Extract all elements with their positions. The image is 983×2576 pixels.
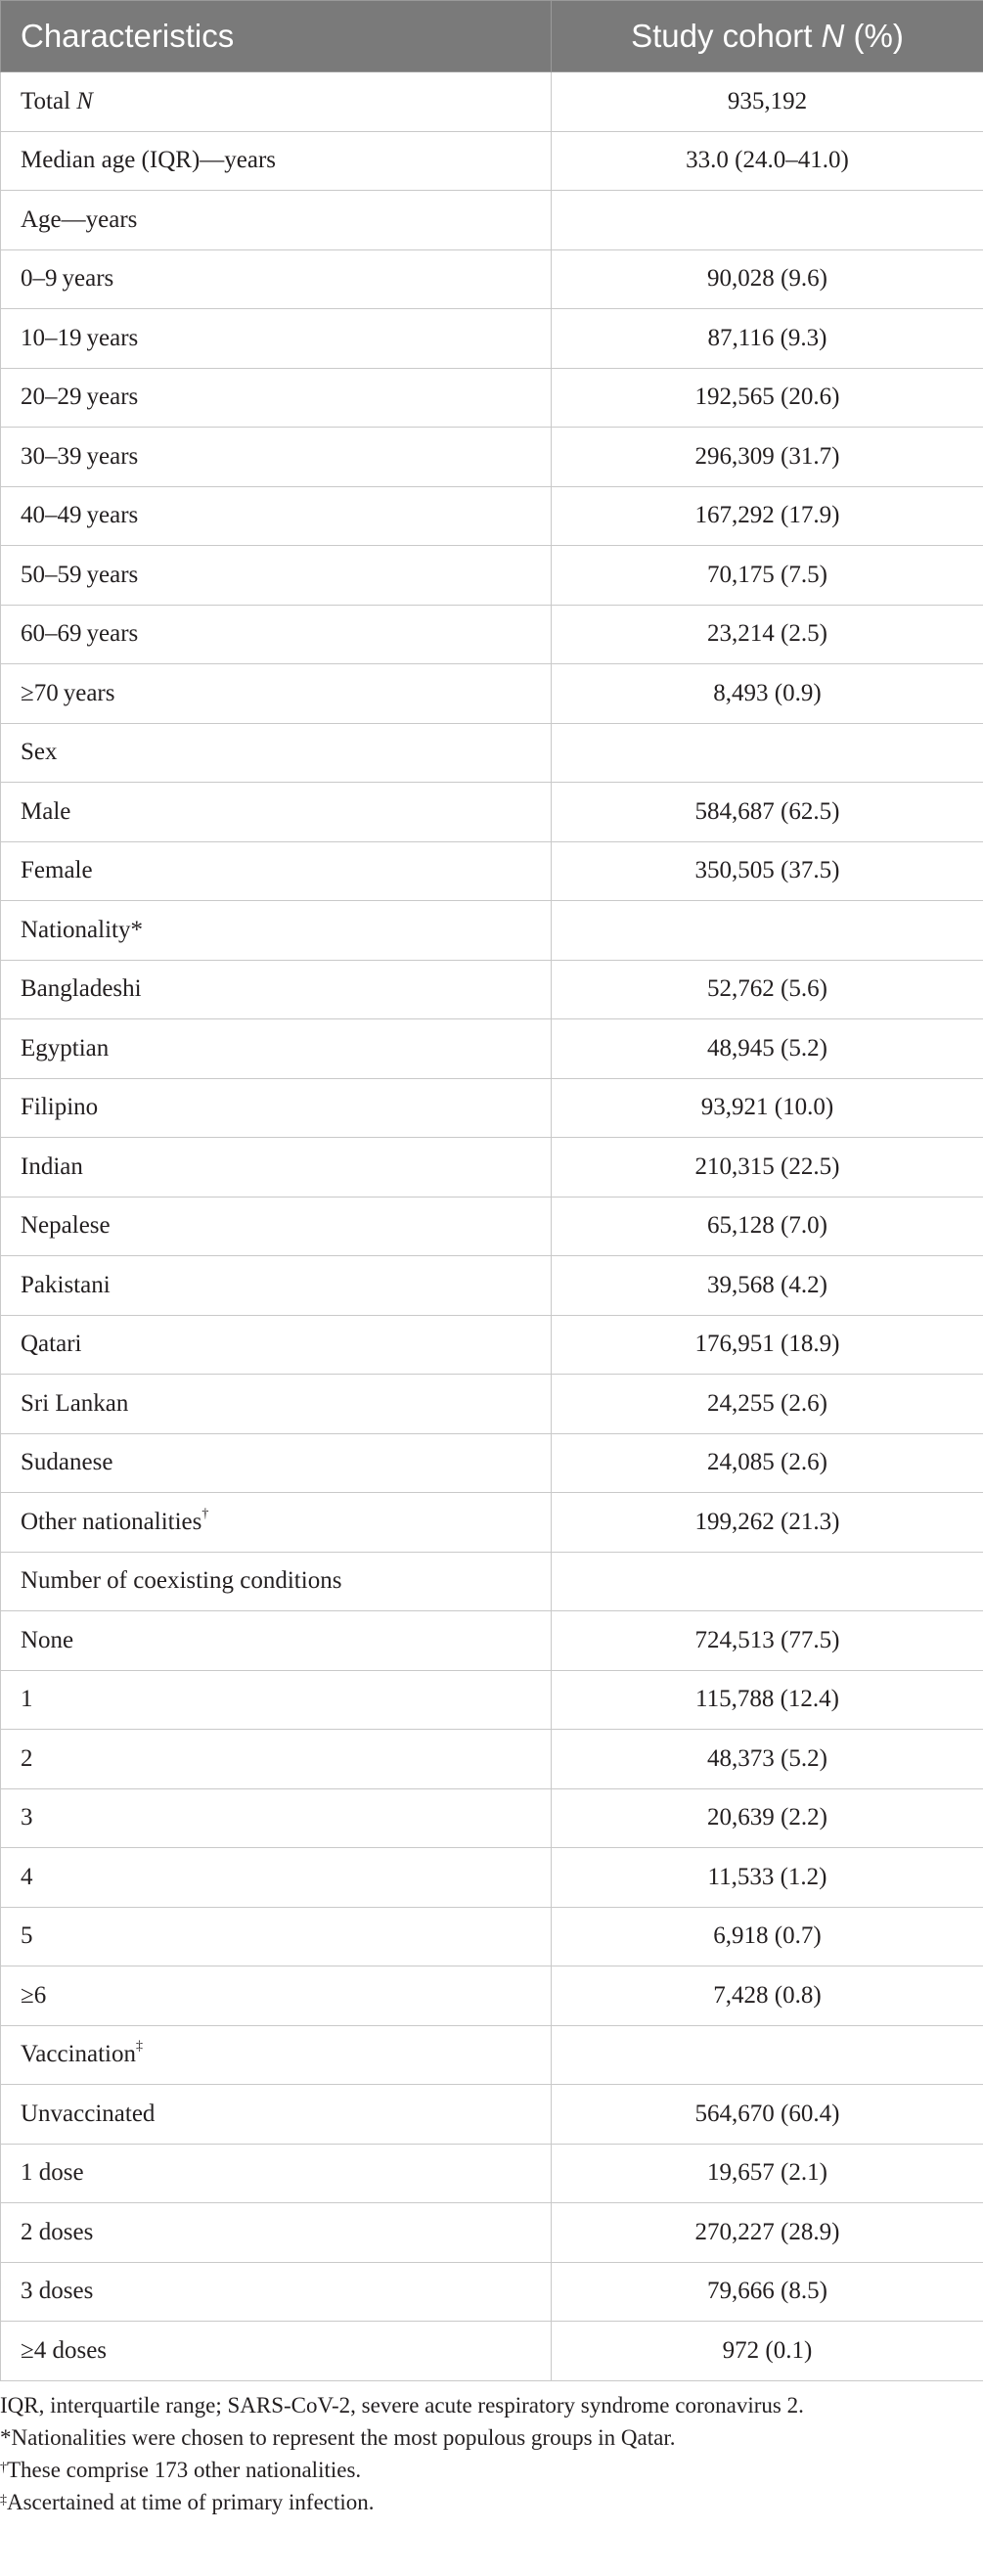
header-cohort-n: N — [821, 18, 845, 54]
table-row — [1, 1138, 983, 1198]
row-label — [1, 960, 552, 1019]
row-label — [1, 901, 552, 961]
row-label — [1, 1256, 552, 1316]
row-value: 39,568 (4.2) — [552, 1256, 983, 1316]
row-value: 296,309 (31.7) — [552, 428, 983, 487]
row-label-text: None — [21, 1626, 74, 1653]
row-label — [1, 2322, 552, 2381]
row-label-text: Median age (IQR)—years — [21, 147, 277, 174]
row-label — [1, 1730, 552, 1789]
row-label — [1, 309, 552, 369]
row-label-text: Qatari — [21, 1331, 82, 1358]
row-label — [1, 1670, 552, 1730]
table-row — [1, 1907, 983, 1966]
row-value: 176,951 (18.9) — [552, 1315, 983, 1375]
table-row — [1, 2085, 983, 2145]
row-value: 87,116 (9.3) — [552, 309, 983, 369]
header-cohort-prefix: Study cohort — [631, 18, 822, 54]
row-value: 24,085 (2.6) — [552, 1433, 983, 1493]
row-label-text: Male — [21, 797, 71, 825]
row-label — [1, 1197, 552, 1256]
row-label — [1, 428, 552, 487]
row-label — [1, 1138, 552, 1198]
row-label-text: 3 doses — [21, 2278, 94, 2305]
table-row — [1, 486, 983, 546]
row-value: 584,687 (62.5) — [552, 783, 983, 842]
row-label-text: Pakistani — [21, 1271, 111, 1298]
row-value: 350,505 (37.5) — [552, 841, 983, 901]
table-row — [1, 1197, 983, 1256]
row-label — [1, 1315, 552, 1375]
row-label-text: 50–59 years — [21, 561, 139, 588]
table-row — [1, 1256, 983, 1316]
row-value: 24,255 (2.6) — [552, 1375, 983, 1434]
row-label-text: 4 — [21, 1863, 33, 1890]
footnote — [0, 2421, 983, 2454]
row-value: 52,762 (5.6) — [552, 960, 983, 1019]
table-row — [1, 1848, 983, 1908]
row-value: 210,315 (22.5) — [552, 1138, 983, 1198]
table-row — [1, 368, 983, 428]
row-value: 48,945 (5.2) — [552, 1019, 983, 1079]
row-label-text: ≥4 doses — [21, 2336, 108, 2364]
table-row — [1, 191, 983, 250]
row-value — [552, 723, 983, 783]
row-label-text: Sri Lankan — [21, 1389, 129, 1417]
row-value: 93,921 (10.0) — [552, 1078, 983, 1138]
row-label-text: Vaccination — [21, 2041, 137, 2068]
row-label — [1, 1966, 552, 2026]
table-row — [1, 1611, 983, 1671]
table-row — [1, 664, 983, 724]
row-value: 115,788 (12.4) — [552, 1670, 983, 1730]
table-row — [1, 2144, 983, 2203]
row-label — [1, 1019, 552, 1079]
table-footnotes — [0, 2389, 983, 2518]
table-row — [1, 1078, 983, 1138]
table-header-row — [1, 1, 983, 72]
row-label-text: Indian — [21, 1152, 83, 1180]
footnote-mark: † — [0, 2460, 7, 2475]
row-value — [552, 2025, 983, 2085]
row-label-text: Filipino — [21, 1094, 99, 1121]
header-characteristics: Characteristics — [1, 1, 552, 72]
row-label-text: Sex — [21, 739, 58, 766]
table-row — [1, 1493, 983, 1553]
footnote-mark: ‡ — [0, 2492, 7, 2508]
row-label — [1, 72, 552, 132]
row-label-footnote-mark: ‡ — [136, 2039, 144, 2055]
table-row — [1, 1433, 983, 1493]
table-row — [1, 605, 983, 664]
table-row — [1, 1670, 983, 1730]
footnote — [0, 2389, 983, 2421]
row-label-text: Egyptian — [21, 1034, 110, 1062]
row-label-text: 60–69 years — [21, 620, 139, 648]
table-row — [1, 72, 983, 132]
row-label-text: 20–29 years — [21, 384, 139, 411]
table-row — [1, 1375, 983, 1434]
row-label — [1, 2262, 552, 2322]
row-label — [1, 664, 552, 724]
row-value: 192,565 (20.6) — [552, 368, 983, 428]
table-row — [1, 249, 983, 309]
row-label — [1, 1611, 552, 1671]
row-value: 199,262 (21.3) — [552, 1493, 983, 1553]
row-value: 20,639 (2.2) — [552, 1788, 983, 1848]
row-label-italic: N — [76, 87, 93, 114]
table-row — [1, 841, 983, 901]
row-label-text: Total — [21, 87, 77, 114]
row-value: 90,028 (9.6) — [552, 249, 983, 309]
row-label-text: Bangladeshi — [21, 975, 142, 1003]
row-label-text: 30–39 years — [21, 442, 139, 470]
row-label-text: 10–19 years — [21, 324, 139, 351]
row-label — [1, 486, 552, 546]
row-value: 270,227 (28.9) — [552, 2203, 983, 2263]
row-label-text: Female — [21, 857, 93, 884]
row-label-text: ≥70 years — [21, 679, 115, 706]
row-label-text: ≥6 — [21, 1981, 47, 2009]
footnote-text: These comprise 173 other nationalities. — [7, 2457, 362, 2482]
row-label — [1, 2203, 552, 2263]
row-label-text: 2 — [21, 1744, 33, 1772]
row-label — [1, 2144, 552, 2203]
row-label — [1, 249, 552, 309]
row-label-text: 40–49 years — [21, 502, 139, 529]
row-value: 19,657 (2.1) — [552, 2144, 983, 2203]
table-body — [1, 72, 983, 2381]
footnote-text: Ascertained at time of primary infection. — [7, 2489, 375, 2514]
row-value — [552, 901, 983, 961]
row-label — [1, 1552, 552, 1611]
row-value — [552, 1552, 983, 1611]
table-row — [1, 960, 983, 1019]
row-label — [1, 605, 552, 664]
row-label-text: Age—years — [21, 205, 138, 233]
row-value: 65,128 (7.0) — [552, 1197, 983, 1256]
table-row — [1, 1315, 983, 1375]
row-label — [1, 1078, 552, 1138]
row-label-text: Other nationalities — [21, 1508, 202, 1535]
row-label — [1, 1848, 552, 1908]
row-label — [1, 2085, 552, 2145]
row-value: 935,192 — [552, 72, 983, 132]
row-value — [552, 191, 983, 250]
table-row — [1, 2322, 983, 2381]
table-row — [1, 901, 983, 961]
table-row — [1, 1966, 983, 2026]
table-row — [1, 2262, 983, 2322]
table-row — [1, 723, 983, 783]
row-label-text: Nationality* — [21, 916, 143, 943]
table-row — [1, 1730, 983, 1789]
row-label — [1, 1375, 552, 1434]
row-value: 724,513 (77.5) — [552, 1611, 983, 1671]
row-label-text: 3 — [21, 1804, 33, 1831]
row-value: 167,292 (17.9) — [552, 486, 983, 546]
row-label — [1, 368, 552, 428]
row-label-text: 5 — [21, 1922, 33, 1950]
row-label-text: 0–9 years — [21, 265, 114, 293]
table-row — [1, 2025, 983, 2085]
row-label — [1, 1433, 552, 1493]
row-value: 6,918 (0.7) — [552, 1907, 983, 1966]
row-value: 70,175 (7.5) — [552, 546, 983, 606]
row-label-text: Number of coexisting conditions — [21, 1567, 342, 1595]
row-label — [1, 131, 552, 191]
row-label — [1, 1907, 552, 1966]
row-value: 23,214 (2.5) — [552, 605, 983, 664]
row-value: 79,666 (8.5) — [552, 2262, 983, 2322]
row-value: 33.0 (24.0–41.0) — [552, 131, 983, 191]
table-row — [1, 1552, 983, 1611]
row-label — [1, 1788, 552, 1848]
row-label — [1, 841, 552, 901]
footnote — [0, 2454, 983, 2486]
row-value: 7,428 (0.8) — [552, 1966, 983, 2026]
row-label — [1, 546, 552, 606]
row-label-text: Unvaccinated — [21, 2100, 156, 2127]
table-row — [1, 309, 983, 369]
row-label-text: 1 dose — [21, 2159, 84, 2187]
footnote — [0, 2486, 983, 2518]
table-row — [1, 2203, 983, 2263]
row-label-text: Sudanese — [21, 1449, 113, 1476]
row-label-footnote-mark: † — [201, 1506, 209, 1521]
row-value: 48,373 (5.2) — [552, 1730, 983, 1789]
row-value: 564,670 (60.4) — [552, 2085, 983, 2145]
row-label — [1, 1493, 552, 1553]
row-label-text: 1 — [21, 1686, 33, 1713]
table-row — [1, 131, 983, 191]
header-cohort-suffix: (%) — [844, 18, 904, 54]
table-row — [1, 428, 983, 487]
row-label-text: Nepalese — [21, 1212, 111, 1240]
row-value: 8,493 (0.9) — [552, 664, 983, 724]
table-row — [1, 783, 983, 842]
table-row — [1, 1788, 983, 1848]
footnote-text: *Nationalities were chosen to represent the most populous groups in Qatar. — [0, 2424, 676, 2450]
row-value: 972 (0.1) — [552, 2322, 983, 2381]
table-row — [1, 546, 983, 606]
row-label — [1, 191, 552, 250]
footnote-text: IQR, interquartile range; SARS-CoV-2, severe acute respiratory syndrome coronavirus 2. — [0, 2392, 804, 2418]
table-row — [1, 1019, 983, 1079]
header-study-cohort — [552, 1, 983, 72]
row-value: 11,533 (1.2) — [552, 1848, 983, 1908]
row-label — [1, 783, 552, 842]
row-label-text: 2 doses — [21, 2218, 94, 2245]
row-label — [1, 723, 552, 783]
row-label — [1, 2025, 552, 2085]
